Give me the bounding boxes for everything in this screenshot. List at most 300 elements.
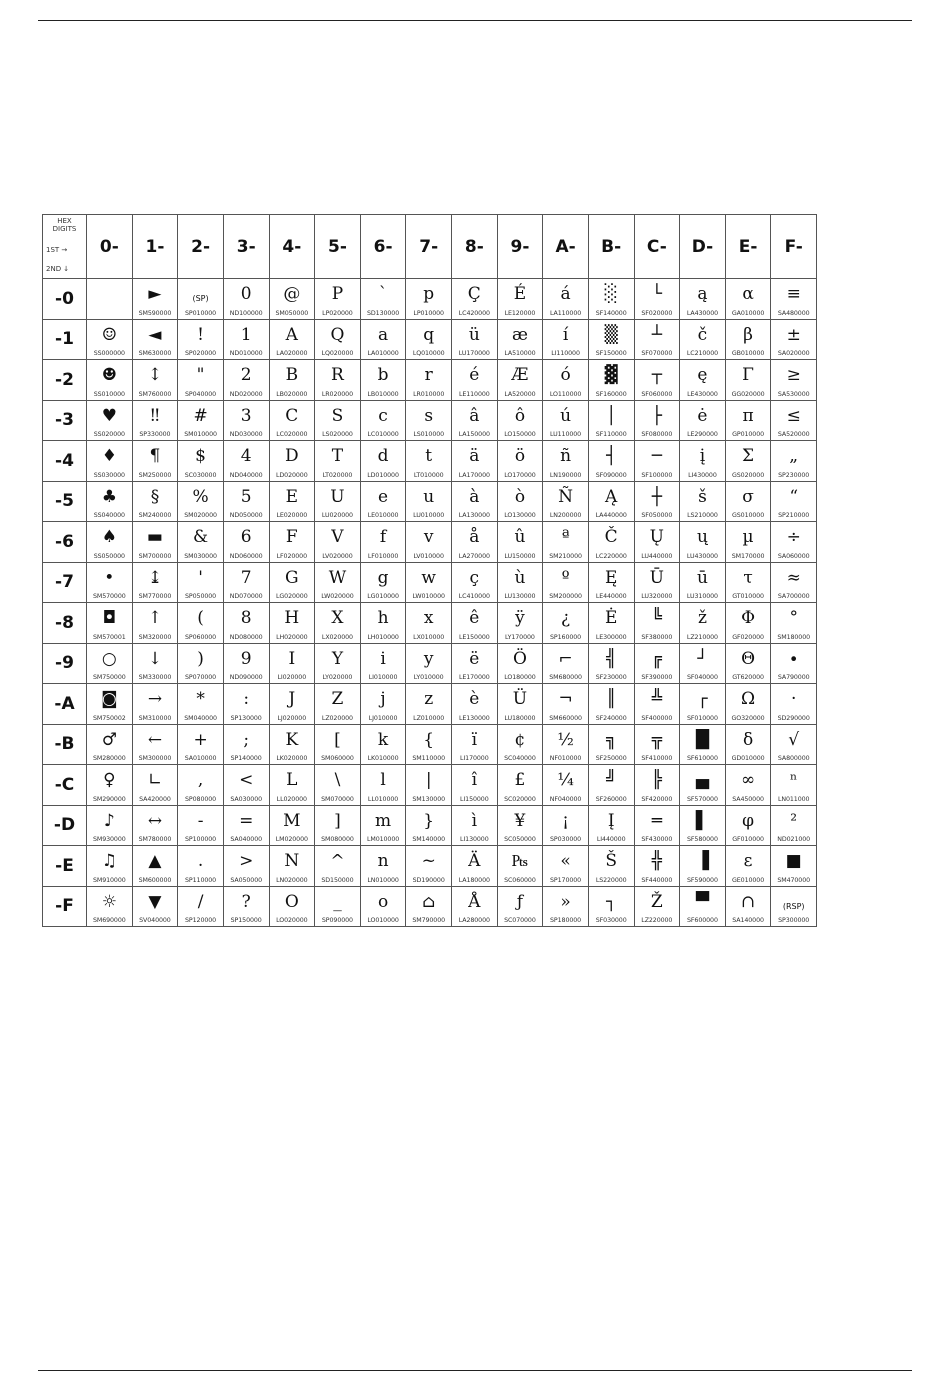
- character-cell: [588, 522, 634, 563]
- character-id-code: SA530000: [777, 390, 810, 398]
- column-header: C-: [634, 215, 680, 279]
- character-id-code: SF250000: [595, 755, 627, 762]
- character-id-code: LI440000: [596, 836, 626, 843]
- character-glyph: å: [469, 527, 480, 547]
- character-glyph: Φ: [741, 608, 756, 628]
- character-glyph: ú: [560, 405, 572, 426]
- character-cell: [223, 279, 269, 320]
- character-id-code: LO110000: [549, 390, 582, 398]
- character-id-code: GT620000: [732, 674, 764, 681]
- character-id-code: SF030000: [595, 917, 627, 924]
- character-cell: [360, 360, 406, 401]
- character-cell: [132, 805, 178, 846]
- character-id-code: SP120000: [185, 917, 217, 924]
- column-header: 1-: [132, 215, 178, 279]
- character-id-code: LY020000: [322, 674, 353, 681]
- character-cell: [178, 441, 224, 482]
- character-id-code: SC060000: [504, 876, 536, 884]
- character-cell: [269, 279, 315, 320]
- character-cell: [725, 400, 771, 441]
- column-header: B-: [588, 215, 634, 279]
- character-id-code: LZ010000: [413, 714, 445, 722]
- character-glyph: ○: [101, 648, 117, 669]
- character-id-code: GG020000: [731, 390, 765, 398]
- character-id-code: SP090000: [321, 917, 353, 924]
- character-id-code: LA430000: [686, 309, 719, 317]
- character-cell: [315, 765, 361, 806]
- character-cell: [132, 603, 178, 644]
- character-glyph: *: [196, 689, 205, 709]
- character-cell: [634, 846, 680, 887]
- character-glyph: Ū: [649, 567, 664, 588]
- character-cell: [543, 319, 589, 360]
- character-id-code: LY170000: [505, 633, 535, 641]
- character-cell: [406, 319, 452, 360]
- character-id-code: NF040000: [549, 795, 582, 803]
- corner-hex-digits: [43, 217, 86, 233]
- character-cell: [452, 562, 498, 603]
- character-glyph: Q: [330, 324, 345, 345]
- character-id-code: LK010000: [367, 755, 399, 762]
- character-cell: [725, 724, 771, 765]
- character-id-code: ND040000: [229, 471, 263, 479]
- character-cell: [497, 441, 543, 482]
- character-glyph: (RSP): [782, 901, 805, 911]
- character-id-code: LW010000: [412, 593, 445, 600]
- character-glyph: W: [328, 567, 347, 588]
- character-glyph: G: [285, 567, 299, 588]
- corner-key: [43, 215, 87, 279]
- character-id-code: LQ020000: [321, 350, 354, 357]
- character-cell: [360, 441, 406, 482]
- character-id-code: LA280000: [458, 917, 490, 924]
- character-id-code: LE020000: [276, 512, 308, 519]
- character-cell: [634, 360, 680, 401]
- character-id-code: SA700000: [777, 593, 810, 600]
- character-cell: [771, 360, 817, 401]
- character-glyph: {: [423, 729, 435, 750]
- character-id-code: SA010000: [184, 755, 217, 762]
- character-glyph: P: [331, 284, 344, 304]
- character-glyph: α: [742, 284, 754, 304]
- character-id-code: LJ020000: [277, 714, 307, 722]
- character-id-code: SM280000: [92, 755, 126, 762]
- character-glyph: ±: [786, 324, 801, 345]
- character-glyph: ■: [785, 851, 802, 871]
- character-id-code: SS020000: [93, 431, 125, 438]
- character-glyph: ♂: [101, 729, 117, 750]
- character-id-code: LD010000: [367, 471, 399, 479]
- character-id-code: LO020000: [276, 917, 308, 924]
- character-glyph: ←: [147, 729, 163, 750]
- character-cell: [315, 846, 361, 887]
- character-glyph: π: [742, 405, 754, 426]
- character-cell: [315, 684, 361, 725]
- character-glyph: K: [285, 729, 299, 750]
- character-glyph: ¡: [562, 810, 569, 831]
- character-glyph: æ: [511, 324, 528, 345]
- character-cell: [406, 400, 452, 441]
- character-glyph: q: [423, 324, 435, 345]
- character-id-code: SM050000: [275, 309, 309, 317]
- character-id-code: LC420000: [458, 309, 490, 317]
- character-glyph: ┴: [651, 324, 662, 345]
- character-cell: [452, 360, 498, 401]
- character-glyph: Ą: [605, 486, 618, 507]
- character-glyph: u: [423, 486, 435, 507]
- character-id-code: LS220000: [595, 876, 627, 884]
- character-id-code: SM590000: [138, 309, 172, 317]
- character-cell: [87, 522, 133, 563]
- character-glyph: į: [699, 446, 706, 466]
- column-header: 5-: [315, 215, 361, 279]
- character-cell: [360, 846, 406, 887]
- character-cell: [315, 603, 361, 644]
- character-cell: [269, 319, 315, 360]
- character-glyph: ⁿ: [790, 770, 798, 790]
- character-cell: [406, 724, 452, 765]
- character-glyph: Σ: [742, 446, 755, 466]
- character-glyph: C: [285, 405, 299, 426]
- footer-rule: [38, 1370, 912, 1371]
- character-id-code: GP010000: [732, 431, 765, 438]
- character-cell: [269, 886, 315, 927]
- character-glyph: ]: [334, 810, 341, 831]
- character-glyph: µ: [742, 527, 754, 547]
- character-cell: [178, 765, 224, 806]
- character-cell: [406, 684, 452, 725]
- character-id-code: SF580000: [687, 836, 718, 843]
- character-cell: [543, 684, 589, 725]
- character-glyph: á: [560, 284, 571, 304]
- character-glyph: ä: [469, 446, 480, 466]
- character-id-code: SM750002: [92, 714, 126, 722]
- character-glyph: ¢: [514, 729, 526, 750]
- character-glyph: Ų: [649, 527, 664, 547]
- character-cell: [178, 724, 224, 765]
- character-id-code: LU430000: [686, 552, 718, 560]
- character-glyph: &: [192, 527, 209, 547]
- character-cell: [178, 886, 224, 927]
- character-id-code: SA030000: [230, 795, 263, 803]
- character-id-code: LI150000: [460, 795, 489, 803]
- character-glyph: >: [239, 851, 254, 871]
- character-glyph: «: [560, 851, 571, 871]
- character-glyph: ₧: [511, 851, 529, 871]
- character-id-code: SP160000: [550, 633, 582, 641]
- row-header: -F: [43, 886, 87, 927]
- character-glyph: ╠: [651, 770, 662, 790]
- character-id-code: SM080000: [321, 836, 354, 843]
- character-id-code: LV010000: [413, 552, 444, 560]
- column-header-row: [43, 215, 817, 279]
- character-cell: [223, 400, 269, 441]
- character-glyph: ,: [197, 770, 204, 790]
- character-cell: [360, 319, 406, 360]
- character-id-code: LN020000: [276, 876, 308, 884]
- character-id-code: LY010000: [413, 674, 444, 681]
- character-cell: [360, 522, 406, 563]
- character-id-code: LR020000: [321, 390, 353, 398]
- column-header: E-: [725, 215, 771, 279]
- character-id-code: SA790000: [777, 674, 810, 681]
- character-glyph: ▲: [148, 851, 162, 871]
- character-glyph: ¬: [558, 689, 573, 709]
- character-cell: [360, 765, 406, 806]
- character-glyph: ę: [697, 365, 708, 385]
- row-header: -A: [43, 684, 87, 725]
- character-glyph: ∞: [740, 770, 756, 790]
- character-glyph: b: [377, 365, 389, 385]
- character-cell: [497, 643, 543, 684]
- character-cell: [725, 481, 771, 522]
- character-cell: [725, 684, 771, 725]
- character-id-code: SA040000: [230, 836, 263, 843]
- character-glyph: Ç: [467, 284, 481, 304]
- character-cell: [543, 643, 589, 684]
- character-id-code: SS000000: [93, 350, 125, 357]
- character-glyph: 7: [240, 567, 252, 588]
- character-glyph: ž: [697, 608, 707, 628]
- character-glyph: @: [283, 284, 301, 304]
- character-id-code: ND010000: [229, 350, 263, 357]
- character-glyph: ": [196, 365, 205, 385]
- character-cell: [132, 481, 178, 522]
- character-cell: [315, 279, 361, 320]
- character-cell: [360, 400, 406, 441]
- character-id-code: LW020000: [321, 593, 354, 600]
- character-glyph: █: [695, 729, 709, 750]
- character-glyph: š: [698, 486, 707, 507]
- table-row: [43, 846, 817, 887]
- character-glyph: .: [197, 851, 204, 871]
- character-id-code: LB020000: [276, 390, 308, 398]
- character-cell: [634, 724, 680, 765]
- character-cell: [543, 481, 589, 522]
- character-cell: [87, 562, 133, 603]
- character-cell: [725, 886, 771, 927]
- character-id-code: LM020000: [275, 836, 308, 843]
- character-id-code: LE290000: [687, 431, 718, 438]
- character-glyph: 5: [240, 486, 252, 507]
- character-id-code: LI020000: [277, 674, 307, 681]
- character-cell: [634, 765, 680, 806]
- character-glyph: L: [286, 770, 298, 790]
- character-id-code: SM630000: [138, 350, 172, 357]
- character-cell: [634, 684, 680, 725]
- character-cell: [269, 481, 315, 522]
- character-cell: [588, 400, 634, 441]
- character-id-code: SA800000: [777, 755, 810, 762]
- character-glyph: ê: [469, 608, 480, 628]
- character-id-code: SA140000: [732, 917, 764, 924]
- character-cell: [315, 319, 361, 360]
- character-glyph: ♫: [101, 851, 117, 871]
- character-cell: [406, 846, 452, 887]
- character-id-code: SM320000: [138, 633, 172, 641]
- character-id-code: LE110000: [458, 390, 490, 398]
- character-cell: [87, 603, 133, 644]
- character-glyph: ╝: [606, 770, 617, 790]
- character-glyph: °: [789, 608, 798, 628]
- character-cell: [132, 319, 178, 360]
- character-cell: [360, 643, 406, 684]
- row-header: -E: [43, 846, 87, 887]
- character-glyph: ¼: [557, 770, 574, 790]
- character-glyph: │: [606, 405, 617, 426]
- character-glyph: û: [514, 527, 526, 547]
- character-id-code: LX010000: [413, 633, 445, 641]
- character-id-code: SM250000: [138, 471, 172, 479]
- row-header: -D: [43, 805, 87, 846]
- character-glyph: g: [377, 567, 389, 588]
- character-id-code: SS040000: [93, 512, 125, 519]
- character-glyph: ô: [514, 405, 526, 426]
- character-id-code: SS030000: [93, 471, 125, 479]
- character-glyph: 2: [240, 365, 252, 385]
- character-id-code: GF020000: [732, 633, 764, 641]
- character-id-code: SM700000: [138, 552, 172, 560]
- character-cell: [588, 360, 634, 401]
- character-glyph: #: [193, 405, 208, 426]
- character-glyph: ♣: [101, 486, 117, 507]
- character-glyph: ≡: [786, 284, 801, 304]
- character-id-code: SM750000: [92, 674, 126, 681]
- column-header: 8-: [452, 215, 498, 279]
- character-glyph: ┐: [606, 891, 617, 912]
- character-glyph: w: [421, 567, 436, 588]
- character-glyph: └: [651, 284, 662, 304]
- header-rule: [38, 20, 912, 21]
- character-glyph: ⌐: [558, 648, 573, 669]
- character-cell: [87, 724, 133, 765]
- character-cell: [269, 441, 315, 482]
- character-cell: [360, 562, 406, 603]
- character-cell: [87, 400, 133, 441]
- code-page-table: [42, 214, 817, 927]
- character-id-code: SM790000: [412, 917, 446, 924]
- character-cell: [497, 360, 543, 401]
- table-row: [43, 279, 817, 320]
- character-id-code: SP130000: [230, 714, 262, 722]
- character-cell: [771, 886, 817, 927]
- character-glyph: ═: [651, 810, 662, 831]
- character-id-code: SC040000: [504, 755, 536, 762]
- character-id-code: GO320000: [731, 714, 765, 722]
- character-id-code: SM300000: [138, 755, 172, 762]
- character-cell: [680, 481, 726, 522]
- character-cell: [132, 562, 178, 603]
- character-id-code: SM070000: [321, 795, 354, 803]
- character-glyph: X: [331, 608, 344, 628]
- character-cell: [406, 522, 452, 563]
- character-cell: [87, 279, 133, 320]
- table-row: [43, 805, 817, 846]
- character-glyph: ┌: [697, 689, 708, 709]
- character-id-code: LE300000: [595, 633, 627, 641]
- character-glyph: H: [284, 608, 300, 628]
- character-cell: [132, 684, 178, 725]
- character-cell: [132, 522, 178, 563]
- character-glyph: ▐: [695, 851, 709, 871]
- character-glyph: ╗: [606, 729, 617, 750]
- character-glyph: Γ: [742, 365, 754, 385]
- character-cell: [497, 603, 543, 644]
- column-header: 6-: [360, 215, 406, 279]
- character-glyph: ^: [330, 851, 345, 871]
- character-glyph: A: [285, 324, 298, 345]
- character-cell: [178, 805, 224, 846]
- character-glyph: ─: [651, 446, 662, 466]
- character-cell: [406, 441, 452, 482]
- character-glyph: „: [789, 446, 799, 466]
- character-cell: [680, 805, 726, 846]
- character-cell: [178, 522, 224, 563]
- character-id-code: SM210000: [549, 552, 582, 560]
- column-header: 3-: [223, 215, 269, 279]
- character-glyph: t: [425, 446, 433, 466]
- character-cell: [223, 724, 269, 765]
- character-cell: [269, 684, 315, 725]
- character-cell: [725, 643, 771, 684]
- character-cell: [771, 765, 817, 806]
- character-glyph: [: [334, 729, 341, 750]
- character-glyph: ù: [514, 567, 526, 588]
- character-id-code: SA060000: [777, 552, 810, 560]
- character-glyph: Ω: [741, 689, 756, 709]
- character-glyph: →: [147, 689, 163, 709]
- character-cell: [223, 886, 269, 927]
- character-glyph: ☺: [101, 324, 117, 345]
- character-glyph: (SP): [192, 294, 209, 303]
- character-cell: [680, 400, 726, 441]
- character-cell: [497, 400, 543, 441]
- character-glyph: M: [283, 810, 301, 831]
- table-row: [43, 724, 817, 765]
- character-cell: [725, 805, 771, 846]
- character-id-code: SM060000: [321, 755, 354, 762]
- character-glyph: s: [424, 405, 434, 426]
- character-glyph: ♦: [101, 446, 117, 466]
- character-glyph: 6: [240, 527, 252, 547]
- character-id-code: SS050000: [93, 552, 125, 560]
- character-id-code: SA020000: [777, 350, 810, 357]
- character-glyph: l: [380, 770, 386, 790]
- character-id-code: SP170000: [550, 876, 582, 884]
- character-cell: [360, 805, 406, 846]
- character-cell: [223, 846, 269, 887]
- character-cell: [87, 441, 133, 482]
- character-cell: [406, 805, 452, 846]
- character-glyph: ╬: [651, 851, 662, 871]
- character-glyph: d: [377, 446, 389, 466]
- character-cell: [406, 360, 452, 401]
- character-cell: [634, 886, 680, 927]
- character-cell: [634, 603, 680, 644]
- character-cell: [725, 522, 771, 563]
- character-id-code: SD150000: [321, 876, 354, 884]
- character-glyph: =: [239, 810, 254, 831]
- character-glyph: Č: [604, 527, 618, 547]
- character-cell: [543, 846, 589, 887]
- character-id-code: LQ010000: [412, 350, 445, 357]
- character-glyph: +: [193, 729, 208, 750]
- character-glyph: 1: [240, 324, 252, 345]
- character-cell: [269, 643, 315, 684]
- character-cell: [178, 846, 224, 887]
- character-cell: [132, 643, 178, 684]
- character-glyph: $: [195, 446, 206, 466]
